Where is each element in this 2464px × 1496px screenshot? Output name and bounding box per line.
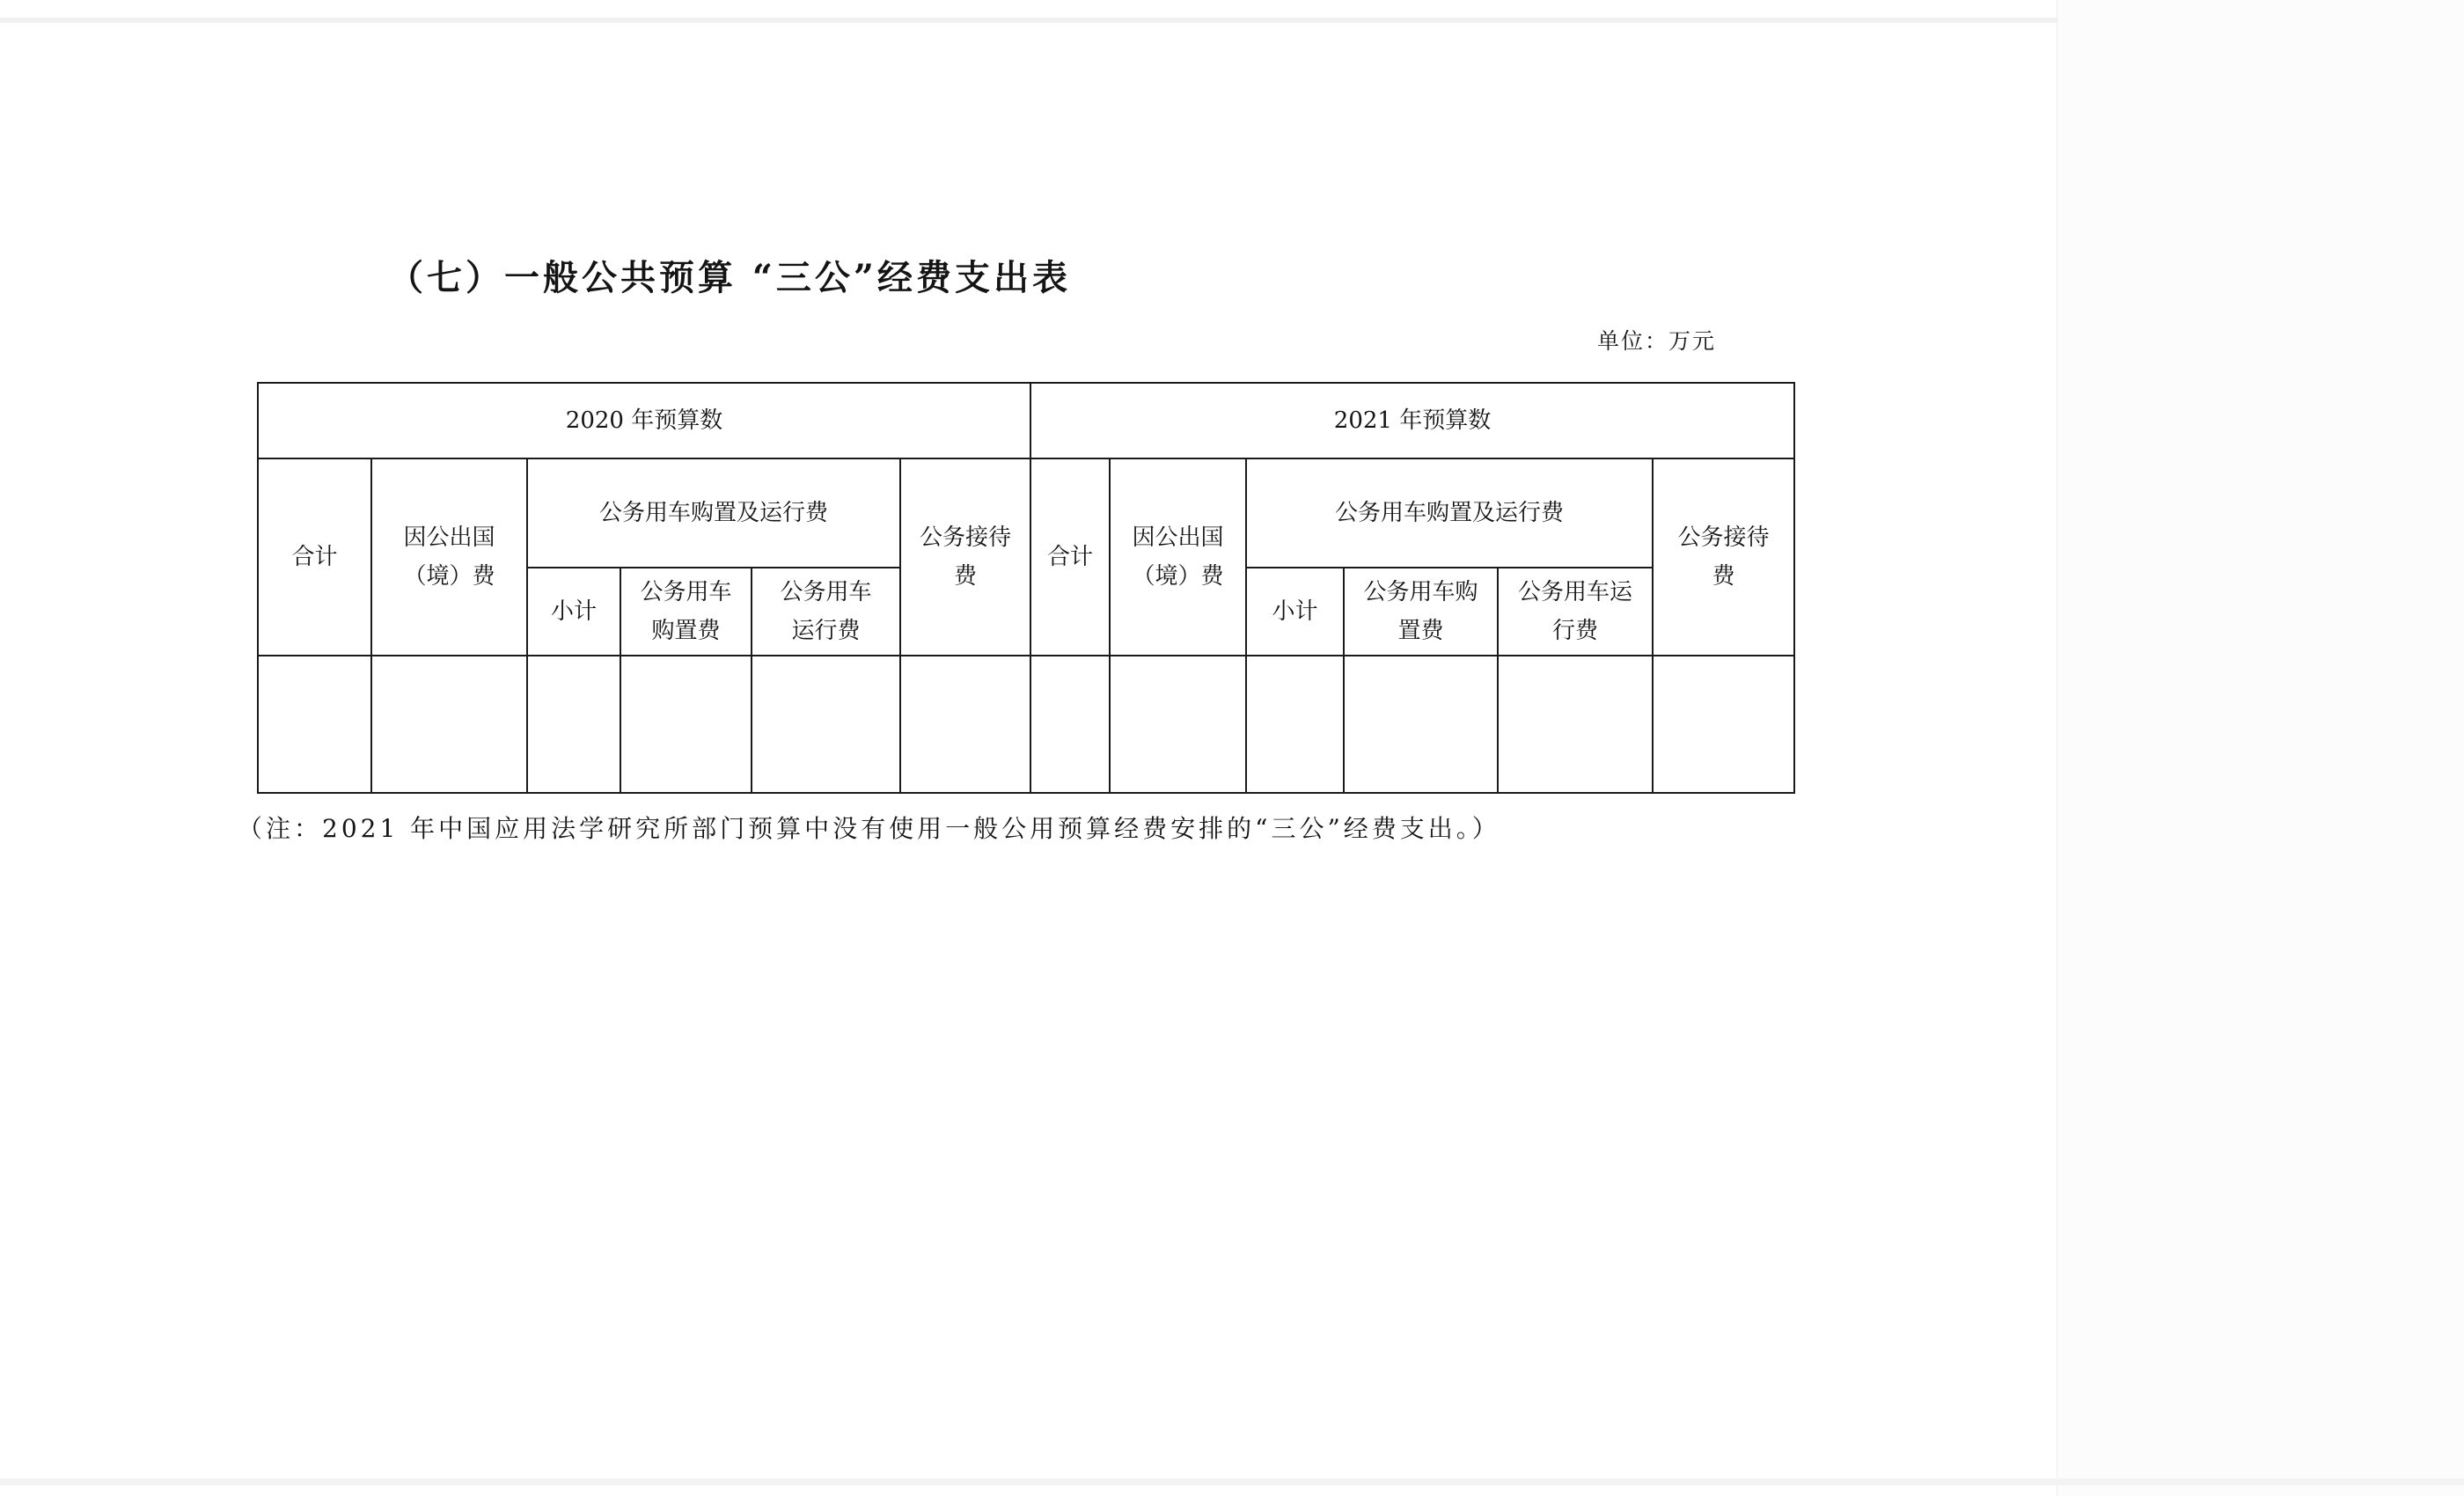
header-2020-subtotal: 小计: [527, 568, 620, 656]
cell-2021-subtotal: [1246, 656, 1344, 793]
header-2021-subtotal: 小计: [1246, 568, 1344, 656]
header-2021-vehicle-operation: 公务用车运 行费: [1498, 568, 1653, 656]
year-header-row: [258, 383, 1794, 458]
header-2021-overseas: 因公出国 （境）费: [1110, 458, 1246, 656]
header-2021-reception: 公务接待 费: [1653, 458, 1794, 656]
header-2020-year: 2020 年预算数: [258, 383, 1030, 458]
cell-2020-reception: [900, 656, 1030, 793]
unit-label: 单位：万元: [1597, 328, 1717, 354]
cell-2021-reception: [1653, 656, 1794, 793]
cell-2020-total: [258, 656, 371, 793]
header-2021-total: 合计: [1030, 458, 1110, 656]
category-header-row: [258, 458, 1794, 568]
scan-edge-right: [2057, 0, 2464, 1496]
scan-edge-bottom: [0, 1478, 2464, 1485]
page-title: （七）一般公共预算 “三公”经费支出表: [388, 257, 1071, 298]
header-2021-vehicle: 公务用车购置及运行费: [1246, 458, 1653, 568]
header-2020-vehicle-operation: 公务用车 运行费: [752, 568, 900, 656]
scan-edge-top: [0, 18, 2057, 23]
cell-2020-vehicle-operation: [752, 656, 900, 793]
cell-2021-vehicle-operation: [1498, 656, 1653, 793]
footnote: （注：2021 年中国应用法学研究所部门预算中没有使用一般公用预算经费安排的“三公”经费支出。）: [238, 814, 1500, 843]
header-2021-year: 2021 年预算数: [1030, 383, 1794, 458]
three-public-expenses-table: [257, 382, 1795, 794]
header-2020-vehicle-purchase: 公务用车 购置费: [620, 568, 752, 656]
table-row: [258, 656, 1794, 793]
cell-2020-subtotal: [527, 656, 620, 793]
cell-2020-overseas: [371, 656, 527, 793]
header-2020-total: 合计: [258, 458, 371, 656]
cell-2021-overseas: [1110, 656, 1246, 793]
cell-2021-total: [1030, 656, 1110, 793]
cell-2021-vehicle-purchase: [1344, 656, 1498, 793]
header-2021-vehicle-purchase: 公务用车购 置费: [1344, 568, 1498, 656]
header-2020-overseas: 因公出国 （境）费: [371, 458, 527, 656]
header-2020-reception: 公务接待 费: [900, 458, 1030, 656]
header-2020-vehicle: 公务用车购置及运行费: [527, 458, 900, 568]
cell-2020-vehicle-purchase: [620, 656, 752, 793]
